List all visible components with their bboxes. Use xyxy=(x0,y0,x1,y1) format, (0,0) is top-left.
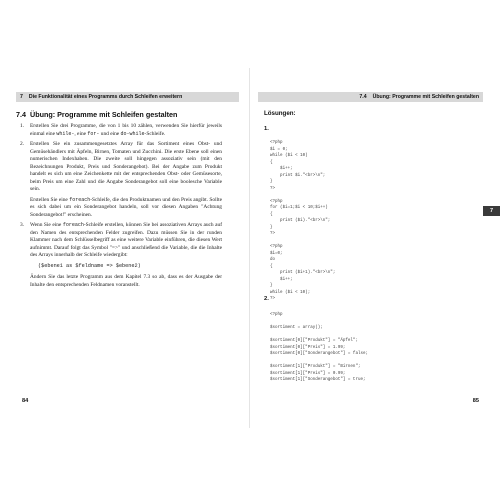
section-title: Übung: Programme mit Schleifen gestalten xyxy=(30,110,178,119)
exercise-1 xyxy=(16,123,222,138)
exercise-text: Erstellen Sie ein zusammengesetztes Array für das Sortiment eines Obst- und Gemüsehändlers mit Äpfeln, Birnen, Tomaten und Zucchini. Die erste Ebene soll einen numerischen Indexhaben. Die zweite soll hingegen assoziativ sein (mit den Bezeichnungen Produkt, Preis und Sonderangebot). Bei der Angabe zum Produkt handelt es sich um eine Zeichenkette mit der entsprechenden Obst- oder Gemüsesorte, beim Preis um eine Zahl und die Angabe Sonderangebot soll eine boolesche Variable sein. xyxy=(30,141,222,192)
solution-number: 1. xyxy=(264,126,269,132)
page-number: 85 xyxy=(472,398,479,404)
running-header xyxy=(258,92,483,102)
code-snippet: ($ebene1 as $feldname => $ebene2) xyxy=(38,262,141,269)
section-heading xyxy=(16,110,177,119)
code-listing: <?php $i = 0; while ($i < 10) { $i++; print $i."<br>\n"; } ?> <?php for ($i=1;$i < 10;$i++) { print ($i)."<br>\n"; } ?> <?php $i=0; do { print ($i+1)."<br>\n"; $i++; } while ($i < 10); ?> xyxy=(270,141,336,301)
solution-number: 2. xyxy=(264,296,269,302)
text-run: Wenn Sie eine xyxy=(30,222,63,228)
chapter-thumb-tab: 7 xyxy=(483,206,500,216)
text-run: und eine xyxy=(99,130,121,137)
text-run: Erstellen Sie drei Programme, die von 1 bis 10 zählen, verwenden Sie hierfür jeweils einmal eine xyxy=(30,123,222,137)
code-listing: <?php $sortiment = array(); $sortiment[0]["Produkt"] = "Äpfel"; $sortiment[0]["Preis"] = 1.99; $sortiment[0]["Sonderangebot"] = false; $sortiment[1]["Produkt"] = "Birnen"; $sortiment[1]["Preis"] = 0.99; $sortiment[1]["Sonderangebot"] = true; xyxy=(270,313,369,382)
solutions-heading: Lösungen: xyxy=(264,110,296,117)
exercise-list xyxy=(16,123,222,292)
inline-code: do-while xyxy=(120,130,145,137)
inline-code: foreach xyxy=(62,222,84,228)
exercise-number: 3. xyxy=(20,222,25,228)
exercise-text xyxy=(30,222,222,260)
exercise-2 xyxy=(16,141,222,219)
exercise-text xyxy=(30,197,222,220)
inline-code: foreach xyxy=(69,196,91,203)
text-run: -Schleife erstellen, können Sie bei assoziativen Arrays auch auf den Namen des entsprechenden Felder zugreifen. Dazu müssen Sie in der runden Klammer nach dem Schlüsselbegriff as eine weitere Variable einführen, die diesen Wert aufnimmt. Darauf folgt das Symbol "=>" und anschließend die Variable, die die Inhalte des Arrays innerhalb der Schleife wiedergibt: xyxy=(30,222,222,258)
exercise-text: Ändern Sie das letzte Programm aus dem Kapitel 7.3 so ab, dass es der Ausgabe der Inhalte den entsprechenden Feldnamen voranstellt. xyxy=(30,274,222,288)
inline-code: for- xyxy=(87,130,100,137)
page-number: 84 xyxy=(22,398,29,404)
text-run: , eine xyxy=(74,130,88,137)
exercise-number: 1. xyxy=(20,123,25,129)
inline-code: while- xyxy=(56,130,75,137)
text-run: Erstellen Sie eine xyxy=(30,196,70,203)
text-run: -Schleife, die den Produktnamen und den Preis angibt. Sollte es sich dabei um ein Sonderangebot handeln, soll vor diesen Angaben "Achtung Sonderangebot!" erscheinen. xyxy=(30,196,222,218)
book-spine xyxy=(249,68,250,428)
exercise-text xyxy=(30,123,222,138)
section-number: 7.4 xyxy=(16,110,26,119)
section-title: Übung: Programme mit Schleifen gestalten xyxy=(372,94,479,100)
right-page xyxy=(258,70,483,420)
chapter-title: Die Funktionalität eines Programms durch Schleifen erweitern xyxy=(28,94,183,100)
exercise-number: 2. xyxy=(20,141,25,147)
exercise-3 xyxy=(16,222,222,289)
chapter-number: 7 xyxy=(20,94,23,100)
left-page xyxy=(16,70,239,420)
text-run: -Schleife. xyxy=(144,130,166,137)
running-header xyxy=(16,92,239,102)
section-number: 7.4 xyxy=(359,94,367,100)
